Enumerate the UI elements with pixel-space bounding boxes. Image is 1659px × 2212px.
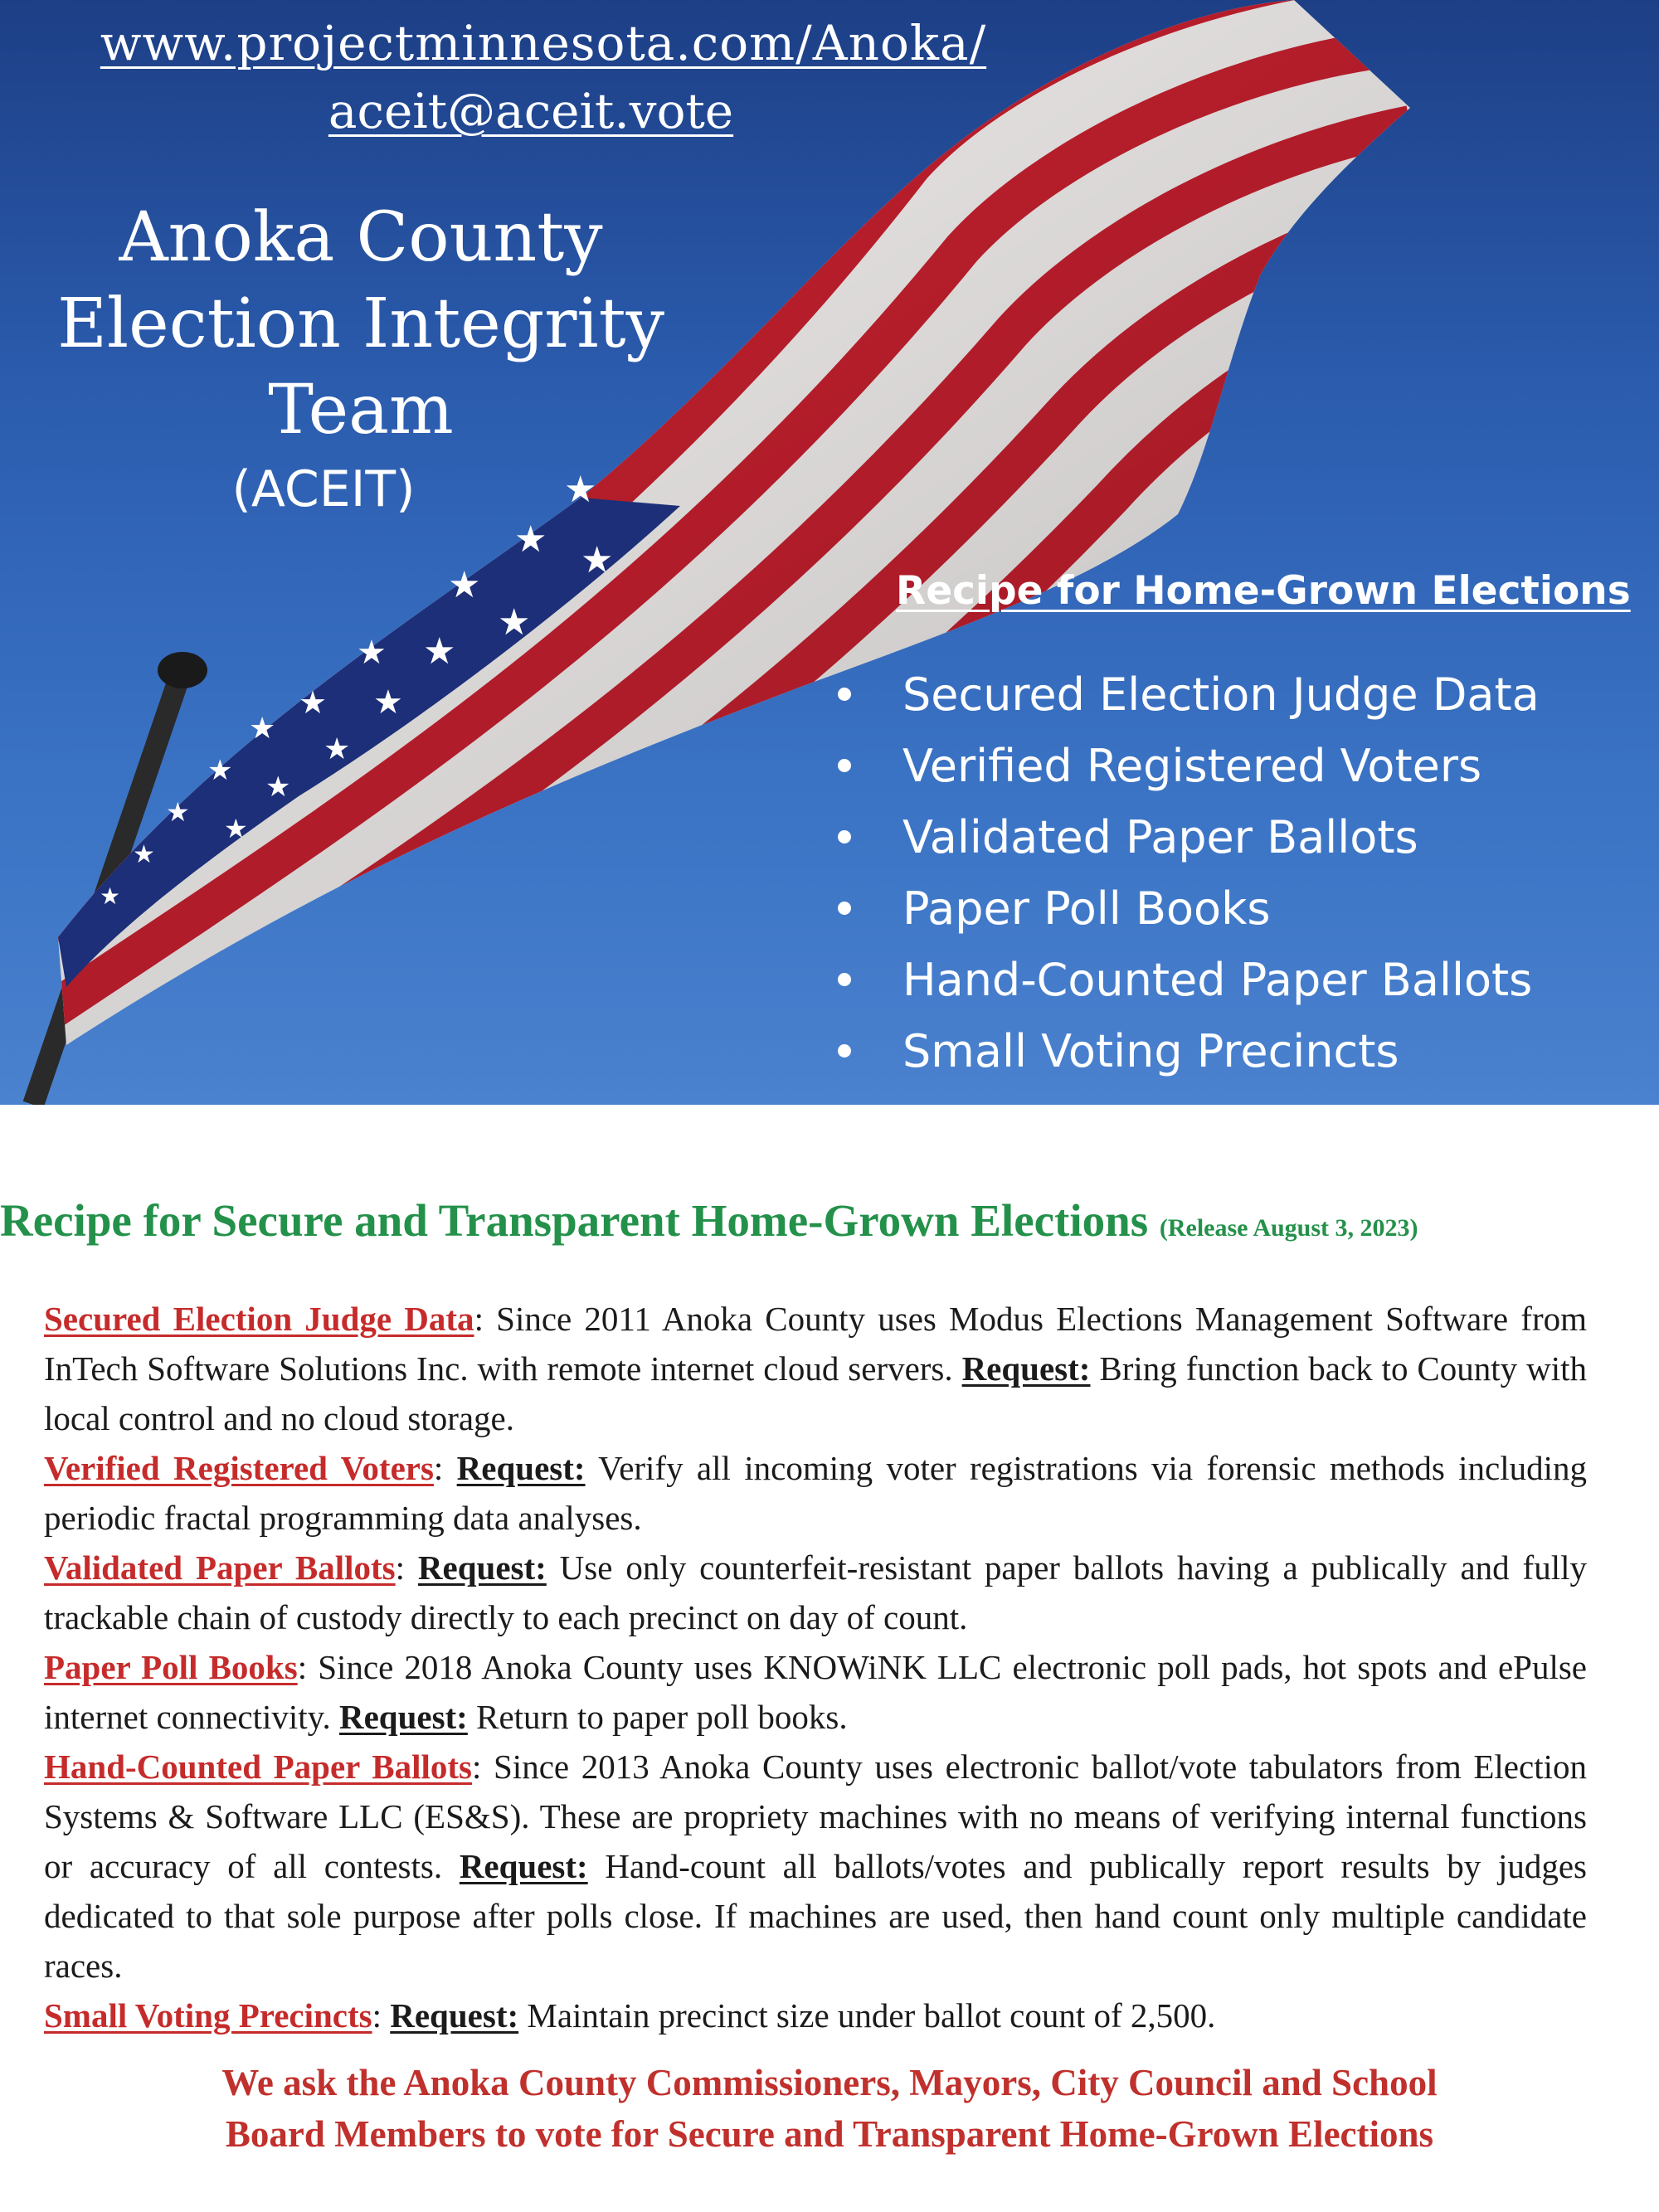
svg-text:★: ★ xyxy=(448,564,481,606)
paragraph-text-before: : Since 2011 Anoka County uses Modus Elections Management Software from InTech Software Solutions Inc. with remote internet cloud servers. xyxy=(44,1300,1587,1388)
svg-text:★: ★ xyxy=(224,813,248,844)
paragraph-label: Secured Election Judge Data xyxy=(44,1300,474,1338)
recipe-list-item xyxy=(830,802,1540,873)
recipe-heading: Recipe for Home-Grown Elections xyxy=(896,568,1631,614)
recipe-list-item xyxy=(830,1016,1540,1087)
paragraph-text-before: : xyxy=(395,1548,418,1587)
recipe-list-item xyxy=(830,945,1540,1016)
request-label: Request: xyxy=(459,1847,588,1885)
recipe-paragraph xyxy=(44,1543,1587,1642)
org-title-line: Team xyxy=(268,371,454,450)
request-label: Request: xyxy=(390,1996,519,2035)
paragraph-label: Verified Registered Voters xyxy=(44,1449,434,1487)
request-label: Request: xyxy=(456,1449,586,1487)
recipe-list-item xyxy=(830,659,1540,731)
recipe-list-item xyxy=(830,731,1540,802)
recipe-list-item xyxy=(830,873,1540,945)
org-title-line: Anoka County xyxy=(119,198,603,277)
paragraph-label: Paper Poll Books xyxy=(44,1648,298,1686)
recipe-paragraph xyxy=(44,1642,1587,1742)
svg-text:★: ★ xyxy=(357,634,387,672)
svg-text:★: ★ xyxy=(166,796,190,828)
closing-line: Board Members to vote for Secure and Transparent Home-Grown Elections xyxy=(225,2113,1434,2155)
recipe-paragraph xyxy=(44,1991,1587,2040)
bullet-icon xyxy=(838,830,851,843)
recipe-item-text: Hand-Counted Paper Ballots xyxy=(902,954,1533,1006)
svg-text:★: ★ xyxy=(324,732,351,766)
paragraph-label: Validated Paper Ballots xyxy=(44,1548,396,1587)
svg-text:★: ★ xyxy=(373,683,403,722)
document-title-text: Recipe for Secure and Transparent Home-Grown Elections xyxy=(0,1195,1149,1246)
paragraph-text-after: Bring function back to County with local control and no cloud storage. xyxy=(44,1349,1587,1437)
svg-text:★: ★ xyxy=(265,771,291,804)
bullet-icon xyxy=(838,759,851,772)
paragraph-text-after: Maintain precinct size under ballot count of 2,500. xyxy=(518,1996,1216,2035)
recipe-paragraph xyxy=(44,1443,1587,1543)
paragraph-text-before: : Since 2013 Anoka County uses electronic ballot/vote tabulators from Election Systems & Software LLC (ES&S). These are propriety machines with no means of verifying internal functions or accuracy of all contests. xyxy=(44,1748,1587,1885)
request-label: Request: xyxy=(338,1698,468,1736)
closing-appeal xyxy=(0,2057,1659,2160)
organization-abbreviation: (ACEIT) xyxy=(231,460,416,518)
paragraph-label: Small Voting Precincts xyxy=(44,1996,372,2035)
paragraph-text-before: : xyxy=(433,1449,457,1487)
recipe-paragraph xyxy=(44,1294,1587,1443)
bullet-icon xyxy=(838,688,851,701)
release-date: (Release August 3, 2023) xyxy=(1159,1214,1418,1242)
paragraph-label: Hand-Counted Paper Ballots xyxy=(44,1748,472,1786)
svg-text:★: ★ xyxy=(207,754,233,787)
svg-text:★: ★ xyxy=(581,539,614,581)
bullet-icon xyxy=(838,902,851,915)
flagpole-finial xyxy=(158,652,207,688)
closing-line: We ask the Anoka County Commissioners, Mayors, City Council and School xyxy=(221,2062,1438,2103)
flag-banner xyxy=(0,0,1659,1105)
svg-text:★: ★ xyxy=(514,518,547,561)
document-title xyxy=(0,1194,1659,1247)
svg-text:★: ★ xyxy=(564,469,597,511)
paragraph-text-after: Return to paper poll books. xyxy=(467,1698,848,1736)
paragraph-text-before: : Since 2018 Anoka County uses KNOWiNK LLC electronic poll pads, hot spots and ePulse internet connectivity. xyxy=(44,1648,1587,1736)
organization-title xyxy=(33,195,688,454)
svg-text:★: ★ xyxy=(133,840,155,869)
request-label: Request: xyxy=(417,1548,547,1587)
svg-text:★: ★ xyxy=(423,630,456,673)
paragraph-text-after: Hand-count all ballots/votes and publically report results by judges dedicated to that sole purpose after polls close. If machines are used, then hand count only multiple candidate races. xyxy=(44,1847,1587,1985)
bullet-icon xyxy=(838,1044,851,1057)
svg-text:★: ★ xyxy=(498,601,531,644)
svg-text:★: ★ xyxy=(249,712,276,746)
org-title-line: Election Integrity xyxy=(57,284,664,363)
recipe-list xyxy=(830,659,1540,1087)
email-link[interactable]: aceit@aceit.vote xyxy=(328,83,734,139)
bullet-icon xyxy=(838,973,851,986)
document-body xyxy=(44,1294,1587,2040)
website-link[interactable]: www.projectminnesota.com/Anoka/ xyxy=(100,15,987,71)
recipe-item-text: Verified Registered Voters xyxy=(902,740,1482,792)
recipe-item-text: Validated Paper Ballots xyxy=(902,811,1418,863)
recipe-item-text: Secured Election Judge Data xyxy=(902,668,1540,721)
request-label: Request: xyxy=(961,1349,1091,1388)
recipe-paragraph xyxy=(44,1742,1587,1991)
recipe-item-text: Small Voting Precincts xyxy=(902,1025,1399,1077)
svg-text:★: ★ xyxy=(299,684,328,721)
svg-text:★: ★ xyxy=(100,882,121,910)
paragraph-text-after: Use only counterfeit-resistant paper ballots having a publically and fully trackable chain of custody directly to each precinct on day of count. xyxy=(44,1548,1587,1636)
recipe-item-text: Paper Poll Books xyxy=(902,882,1271,935)
paragraph-text-before: : xyxy=(372,1996,391,2035)
paragraph-text-after: Verify all incoming voter registrations via forensic methods including periodic fractal programming data analyses. xyxy=(44,1449,1587,1537)
